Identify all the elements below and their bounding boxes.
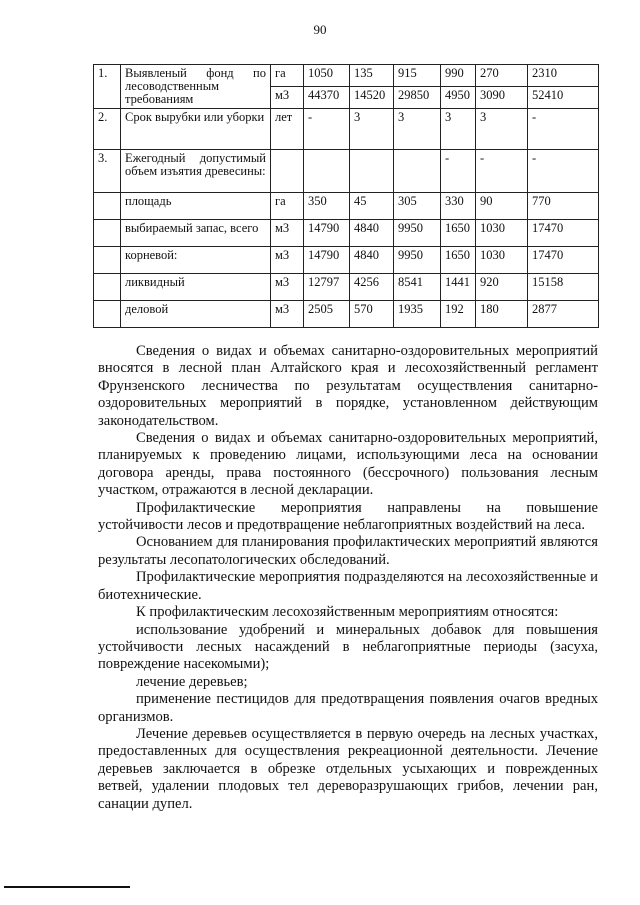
value-cell: -: [528, 109, 599, 150]
row-name: Выявленый фонд по лесоводственным требованиям: [121, 65, 271, 109]
unit-cell: лет: [271, 109, 304, 150]
value-cell: [350, 150, 394, 193]
table-row: [94, 150, 599, 193]
row-number-empty: [94, 193, 121, 220]
value-cell: -: [528, 150, 599, 193]
unit-cell: га: [271, 193, 304, 220]
value-cell: 3090: [476, 87, 528, 109]
body-text: [98, 343, 598, 813]
row-name: корневой:: [121, 247, 271, 274]
value-cell: 4840: [350, 247, 394, 274]
paragraph: применение пестицидов для предотвращения появления очагов вредных организмов.: [98, 691, 598, 725]
value-cell: 3: [476, 109, 528, 150]
row-number: 1.: [94, 65, 121, 109]
value-cell: 3: [441, 109, 476, 150]
value-cell: 1650: [441, 220, 476, 247]
value-cell: 14790: [304, 220, 350, 247]
value-cell: 1030: [476, 220, 528, 247]
paragraph: использование удобрений и минеральных добавок для повышения устойчивости лесных насаждений в неблагоприятные периоды (засуха, повреждение насекомыми);: [98, 621, 598, 673]
value-cell: 44370: [304, 87, 350, 109]
table-row: [94, 247, 599, 274]
row-number-empty: [94, 274, 121, 301]
value-cell: 1935: [394, 301, 441, 328]
value-cell: 29850: [394, 87, 441, 109]
value-cell: 990: [441, 65, 476, 87]
value-cell: 1030: [476, 247, 528, 274]
value-cell: 45: [350, 193, 394, 220]
table-row: [94, 193, 599, 220]
row-name: площадь: [121, 193, 271, 220]
paragraph: лечение деревьев;: [136, 673, 248, 690]
unit-cell: м3: [271, 220, 304, 247]
row-number: 3.: [94, 150, 121, 193]
value-cell: 915: [394, 65, 441, 87]
value-cell: [394, 150, 441, 193]
value-cell: 52410: [528, 87, 599, 109]
table-row: [94, 109, 599, 150]
row-number-empty: [94, 220, 121, 247]
row-number-empty: [94, 301, 121, 328]
value-cell: 17470: [528, 220, 599, 247]
value-cell: 90: [476, 193, 528, 220]
row-name: выбираемый запас, всего: [121, 220, 271, 247]
paragraph: Сведения о видах и объемах санитарно-оздоровительных мероприятий, планируемых к проведению лицами, использующими леса на основании договора аренды, права постоянного (бессрочного) пользования лесным участком, отражаются в лесной декларации.: [98, 430, 598, 499]
value-cell: 770: [528, 193, 599, 220]
page-number: 90: [313, 22, 327, 37]
unit-cell: м3: [271, 87, 304, 109]
value-cell: 4950: [441, 87, 476, 109]
paragraph: Лечение деревьев осуществляется в первую очередь на лесных участках, предоставленных для осуществления рекреационной деятельности. Лечение деревьев заключается в обрезке отдельных усыхающих и поврежденных ветвей, удалении плодовых тел дереворазрушающих грибов, лечении ран, санации дупел.: [98, 725, 598, 812]
unit-cell: м3: [271, 247, 304, 274]
row-name: Срок вырубки или уборки: [121, 109, 271, 150]
paragraph: Сведения о видах и объемах санитарно-оздоровительных мероприятий вносятся в лесной план Алтайского края и лесохозяйственный регламент Фрунзенского лесничества по результатам осуществления санитарно-оздоровительных мероприятий в порядке, установленном действующим законодательством.: [98, 343, 598, 429]
table-row: [94, 65, 599, 87]
value-cell: 270: [476, 65, 528, 87]
value-cell: 350: [304, 193, 350, 220]
value-cell: 1441: [441, 274, 476, 301]
value-cell: 3: [394, 109, 441, 150]
value-cell: 570: [350, 301, 394, 328]
row-name: Ежегодный допустимый объем изъятия древесины:: [121, 150, 271, 193]
value-cell: 3: [350, 109, 394, 150]
row-number: 2.: [94, 109, 121, 150]
value-cell: 14520: [350, 87, 394, 109]
paragraph: Основанием для планирования профилактических мероприятий являются результаты лесопатологических обследований.: [98, 534, 598, 568]
value-cell: -: [304, 109, 350, 150]
value-cell: 305: [394, 193, 441, 220]
value-cell: -: [476, 150, 528, 193]
unit-cell: [271, 150, 304, 193]
value-cell: 920: [476, 274, 528, 301]
value-cell: 2505: [304, 301, 350, 328]
value-cell: [304, 150, 350, 193]
paragraph: Профилактические мероприятия подразделяются на лесохозяйственные и биотехнические.: [98, 569, 598, 603]
value-cell: 192: [441, 301, 476, 328]
table-row: [94, 220, 599, 247]
paragraph: Профилактические мероприятия направлены на повышение устойчивости лесов и предотвращение неблагоприятных воздействий на леса.: [98, 499, 598, 534]
value-cell: 15158: [528, 274, 599, 301]
table-row: [94, 301, 599, 328]
value-cell: 135: [350, 65, 394, 87]
value-cell: 9950: [394, 220, 441, 247]
unit-cell: м3: [271, 274, 304, 301]
forest-data-table: [93, 64, 599, 328]
value-cell: -: [441, 150, 476, 193]
paragraph: К профилактическим лесохозяйственным мероприятиям относятся:: [136, 604, 559, 621]
unit-cell: га: [271, 65, 304, 87]
value-cell: 2877: [528, 301, 599, 328]
unit-cell: м3: [271, 301, 304, 328]
value-cell: 180: [476, 301, 528, 328]
row-name: ликвидный: [121, 274, 271, 301]
value-cell: 1050: [304, 65, 350, 87]
row-number-empty: [94, 247, 121, 274]
value-cell: 1650: [441, 247, 476, 274]
value-cell: 2310: [528, 65, 599, 87]
row-name: деловой: [121, 301, 271, 328]
value-cell: 17470: [528, 247, 599, 274]
value-cell: 4840: [350, 220, 394, 247]
value-cell: 9950: [394, 247, 441, 274]
table-row: [94, 274, 599, 301]
value-cell: 14790: [304, 247, 350, 274]
footer-rule: [4, 886, 130, 888]
value-cell: 12797: [304, 274, 350, 301]
value-cell: 330: [441, 193, 476, 220]
value-cell: 4256: [350, 274, 394, 301]
value-cell: 8541: [394, 274, 441, 301]
